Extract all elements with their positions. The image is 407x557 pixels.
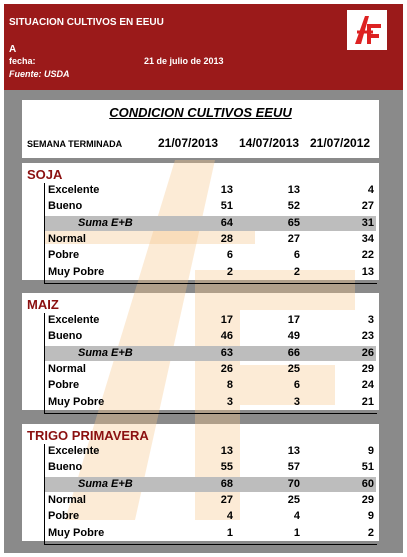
value-cell: 6 (226, 249, 233, 262)
row-label: Muy Pobre (48, 395, 105, 408)
value-cell: 8 (226, 379, 233, 392)
section-left-border (44, 444, 45, 544)
value-cell: 49 (287, 330, 300, 343)
row-label: Bueno (48, 461, 83, 474)
sum-row-label: Suma E+B (78, 477, 133, 490)
value-cell: 2 (293, 265, 300, 278)
value-cell: 22 (361, 249, 374, 262)
sum-row-label: Suma E+B (78, 216, 133, 229)
value-cell: 9 (367, 445, 374, 457)
section-bottom-border (44, 544, 377, 545)
value-cell: 57 (287, 461, 300, 474)
row-label: Bueno (48, 200, 83, 213)
row-label: Normal (48, 232, 86, 245)
value-cell: 31 (361, 216, 374, 229)
row-label: Excelente (48, 184, 100, 196)
sum-row-label: Suma E+B (78, 346, 133, 359)
value-cell: 13 (220, 184, 233, 196)
value-cell: 27 (287, 232, 300, 245)
value-cell: 2 (226, 265, 233, 278)
value-cell: 17 (287, 314, 300, 326)
row-label: Normal (48, 493, 86, 506)
value-cell: 3 (367, 314, 374, 326)
value-cell: 4 (226, 510, 233, 523)
section-left-border (44, 183, 45, 283)
value-cell: 27 (361, 200, 374, 213)
value-cell: 3 (226, 395, 233, 408)
section-bottom-border (44, 283, 377, 284)
week-label: SEMANA TERMINADA (27, 139, 123, 149)
value-cell: 29 (361, 362, 374, 375)
value-cell: 24 (361, 379, 374, 392)
column-header: 14/07/2013 (239, 136, 300, 150)
value-cell: 1 (293, 526, 300, 539)
value-cell: 26 (361, 346, 374, 359)
value-cell: 60 (361, 477, 374, 490)
atf-logo-icon (347, 10, 387, 50)
value-cell: 29 (361, 493, 374, 506)
value-cell: 13 (287, 184, 300, 196)
value-cell: 3 (293, 395, 300, 408)
value-cell: 65 (287, 216, 300, 229)
value-cell: 64 (220, 216, 233, 229)
value-cell: 21 (361, 395, 374, 408)
value-cell: 17 (220, 314, 233, 326)
value-cell: 27 (220, 493, 233, 506)
value-cell: 46 (220, 330, 233, 343)
value-cell: 25 (287, 362, 300, 375)
source-label: Fuente: USDA (9, 69, 70, 79)
value-cell: 6 (293, 249, 300, 262)
crop-section-title: SOJA (27, 167, 63, 182)
row-label: Excelente (48, 314, 100, 326)
value-cell: 4 (367, 184, 374, 196)
value-cell: 2 (367, 526, 374, 539)
crop-section-title: MAIZ (27, 297, 59, 312)
report-title: SITUACION CULTIVOS EN EEUU (9, 17, 164, 28)
report-date: 21 de julio de 2013 (144, 56, 224, 66)
value-cell: 4 (293, 510, 300, 523)
section-left-border (44, 313, 45, 413)
report-header (4, 4, 403, 90)
value-cell: 9 (367, 510, 374, 523)
value-cell: 1 (226, 526, 233, 539)
row-label: Bueno (48, 330, 83, 343)
value-cell: 66 (287, 346, 300, 359)
value-cell: 23 (361, 330, 374, 343)
value-cell: 6 (293, 379, 300, 392)
value-cell: 34 (361, 232, 374, 245)
value-cell: 70 (287, 477, 300, 490)
fecha-label: fecha: (9, 56, 36, 66)
table-title: CONDICION CULTIVOS EEUU (109, 105, 292, 120)
row-label: Pobre (48, 510, 80, 523)
value-cell: 28 (220, 232, 233, 245)
row-label: Muy Pobre (48, 265, 105, 278)
value-cell: 68 (220, 477, 233, 490)
value-cell: 55 (220, 461, 233, 474)
row-label: Pobre (48, 379, 80, 392)
value-cell: 13 (220, 445, 233, 457)
value-cell: 13 (361, 265, 374, 278)
section-bottom-border (44, 413, 377, 414)
value-cell: 52 (287, 200, 300, 213)
column-header: 21/07/2012 (310, 136, 371, 150)
value-cell: 25 (287, 493, 300, 506)
label-a: A (9, 44, 17, 55)
value-cell: 63 (220, 346, 233, 359)
crop-section-title: TRIGO PRIMAVERA (27, 428, 149, 443)
value-cell: 26 (220, 362, 233, 375)
row-label: Normal (48, 362, 86, 375)
value-cell: 51 (220, 200, 233, 213)
value-cell: 13 (287, 445, 300, 457)
row-label: Excelente (48, 445, 100, 457)
column-header: 21/07/2013 (158, 136, 219, 150)
row-label: Muy Pobre (48, 526, 105, 539)
value-cell: 51 (361, 461, 374, 474)
row-label: Pobre (48, 249, 80, 262)
